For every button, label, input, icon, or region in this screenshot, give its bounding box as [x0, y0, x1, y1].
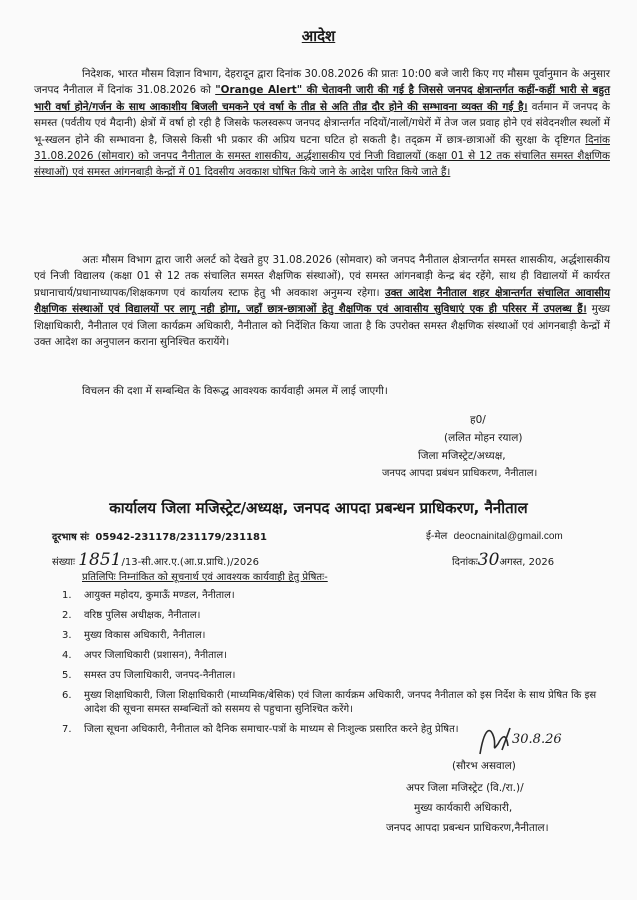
date-day-handwritten: 30	[477, 550, 500, 570]
paragraph-1-part-a: निदेशक, भारत मौसम विज्ञान विभाग, देहरादून द्वारा दिनांक 30.08.2026 की प्रातः 10:00 बजे जारी किए गए मौसम पूर्वानुमान के अनुसार जनपद नैनीताल में दिनांक 31.08.2026 को	[34, 68, 610, 97]
date-row	[452, 550, 555, 570]
dm-designation	[382, 447, 538, 483]
adm-designation-line-2: मुख्य कार्यकारी अधिकारी,	[414, 802, 513, 814]
phone-number: 05942-231178/231179/231181	[95, 532, 267, 543]
signed-mark: ह0/	[470, 414, 486, 426]
copy-item: 2. वरिष्ठ पुलिस अधीक्षक, नैनीताल।	[62, 610, 201, 621]
copy-item: 6. मुख्य शिक्षाधिकारी, जिला शिक्षाधिकारी (माध्यमिक/बेसिक) एवं जिला कार्यक्रम अधिकारी, जनपद नैनीताल को इस निर्देश के साथ प्रेषित कि इस आदेश की सूचना समस्त सम्बन्धितों को ससमय से पहुचाना सुनिश्चित करेंगे।	[62, 690, 597, 715]
copy-item: 4. अपर जिलाधिकारी (प्रशासन), नैनीताल।	[62, 650, 227, 661]
reference-label: संख्याः	[52, 557, 76, 568]
paragraph-1-part-c: वर्तमान में जनपद के समस्त (पर्वतीय एवं मैदानी) क्षेत्रों में वर्षा हो रही है जिसके फलस्वरूप जनपद क्षेत्रान्तर्गत नदियों/नालों/गधेरों में तेज जल प्रवाह होने एवं संवेदनशील स्थलों में भू-स्खलन होने की सम्भावना है, जिससे किसी भी प्रकार की अप्रिय घटना घटित हो सकती है। तद्क्रम में छात्र-छात्राओं की सुरक्षा के दृष्टिगत	[34, 100, 611, 146]
dm-designation-line-2: जनपद आपदा प्रबंधन प्राधिकरण, नैनीताल।	[382, 468, 538, 479]
reference-suffix: /13-सी.आर.ए.(आ.प्र.प्राधि.)/2026	[121, 557, 259, 568]
email-address: deocnainital@gmail.com	[453, 531, 563, 542]
exemption-text: उक्त आदेश नैनीताल शहर क्षेत्रान्तर्गत संचालित आवासीय शैक्षणिक संस्थाओं एवं विद्यालयों पर लागू नही होगा, जहाँ छात्र-छात्राओं हेतु शैक्षणिक एवं आवासीय सुविधाएं एक ही परिसर में उपलब्ध हैं।	[34, 286, 610, 316]
paragraph-2	[34, 252, 610, 350]
date-label: दिनांकः	[452, 557, 478, 568]
adm-designation-line-1: अपर जिला मजिस्ट्रेट (वि./रा.)/	[406, 782, 524, 794]
paragraph-2-part-c: मुख्य शिक्षाधिकारी, नैनीताल एवं जिला कार्यक्रम अधिकारी, नैनीताल को निर्देशित किया जाता है कि उपरोक्त समस्त शैक्षणिक संस्थाओं एवं आंगनबाड़ी केन्द्रों में उक्त आदेश का अनुपालन कराना सुनिश्चित करायेंगे।	[34, 303, 610, 349]
signature-date: 30.8.26	[512, 732, 562, 747]
copy-item: 7. जिला सूचना अधिकारी, नैनीताल को दैनिक समाचार-पत्रों के माध्यम से निःशुल्क प्रसारित करने हेतु प्रेषित।	[62, 724, 459, 735]
handwritten-signature	[472, 720, 572, 760]
reference-row	[52, 550, 259, 570]
copy-item: 1. आयुक्त महोदय, कुमाऊँ मण्डल, नैनीताल।	[62, 590, 235, 601]
paragraph-2-part-a: अतः मौसम विभाग द्वारा जारी अलर्ट को देखते हुए 31.08.2026 (सोमवार) को जनपद नैनीताल क्षेत्रान्तर्गत समस्त शासकीय, अर्द्धशासकीय एवं निजी विद्यालय (कक्षा 01 से 12 तक संचालित समस्त शैक्षणिक संस्थाओं), एवं समस्त आंगनबाड़ी केन्द्र बंद रहेंगे, साथ ही विद्यालयों में कार्यरत प्रधानाचार्य/प्रधानाध्यापक/शिक्षकगण एवं कार्यालय स्टाफ हेतु भी अवकाश अनुमन्य रहेगा।	[34, 254, 610, 299]
office-heading: कार्यालय जिला मजिस्ट्रेट/अध्यक्ष, जनपद आपदा प्रबन्धन प्राधिकरण, नैनीताल	[109, 499, 528, 517]
copy-item: 5. समस्त उप जिलाधिकारी, जनपद-नैनीताल।	[62, 670, 236, 681]
date-month-year: अगस्त, 2026	[499, 557, 555, 568]
holiday-order-text: दिनांक 31.08.2026 (सोमवार) को जनपद नैनीताल के समस्त शासकीय, अर्द्धशासकीय एवं निजी विद्यालयों (कक्षा 01 से 12 तक संचालित समस्त शैक्षणिक संस्थाओं) एवं समस्त आंगनबाड़ी केन्द्रों में 01 दिवसीय अवकाश घोषित किये जाने के आदेश पारित किये जाते हैं।	[34, 133, 610, 179]
paragraph-3: विचलन की दशा में सम्बन्धित के विरूद्ध आवश्यक कार्यवाही अमल में लाई जाएगी।	[82, 385, 388, 397]
copy-heading: प्रतिलिपिः निम्नांकित को सूचनार्थ एवं आवश्यक कार्यवाही हेतु प्रेषितः-	[82, 572, 328, 583]
orange-alert-text: "Orange Alert" की चेतावनी जारी की गई है जिससे जनपद क्षेत्रान्तर्गत कहीं-कहीं भारी से बहुत भारी वर्षा होने/गर्जन के साथ आकाशीय बिजली चमकने एवं वर्षा के तीव्र से अति तीव्र दौर होने की सम्भावना व्यक्त की गई है।	[34, 84, 610, 113]
document-title: आदेश	[301, 27, 336, 45]
adm-designation-line-3: जनपद आपदा प्रबन्धन प्राधिकरण,नैनीताल।	[386, 822, 549, 834]
dm-name: (ललित मोहन रयाल)	[444, 432, 523, 444]
dm-designation-line-1: जिला मजिस्ट्रेट/अध्यक्ष,	[418, 450, 506, 462]
phone-label: दूरभाष संः	[52, 532, 90, 543]
email-label: ई-मेल	[426, 531, 448, 542]
signature-block-dm	[444, 411, 522, 447]
phone-row	[52, 531, 267, 545]
copy-item: 3. मुख्य विकास अधिकारी, नैनीताल।	[62, 630, 206, 641]
adm-name: (सौरभ असवाल)	[452, 760, 516, 772]
email-row	[426, 530, 563, 544]
paragraph-1	[34, 66, 610, 181]
reference-number-handwritten: 1851	[78, 550, 122, 570]
